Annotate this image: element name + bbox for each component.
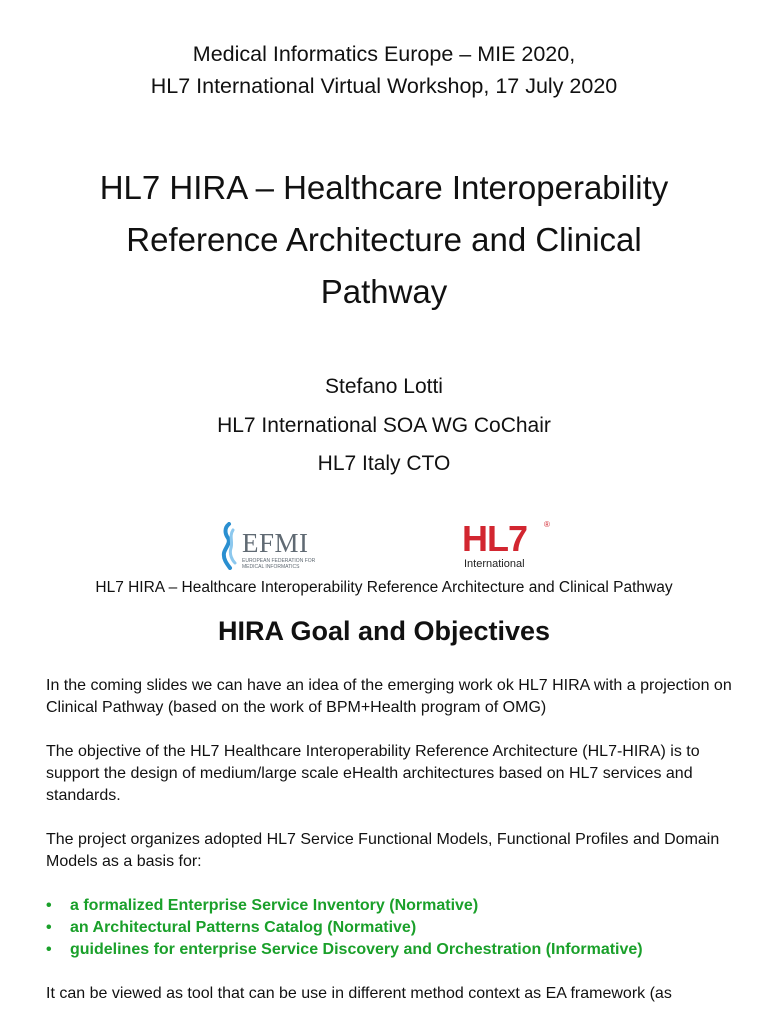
paragraph: The project organizes adopted HL7 Service Functional Models, Functional Profiles and Domain Models as a basis for: [46, 831, 720, 870]
title-line-2: Reference Architecture and Clinical [126, 221, 642, 258]
efmi-logo [216, 522, 326, 570]
list-item-text: a formalized Enterprise Service Inventory (Normative) [70, 897, 479, 914]
author-role-1: HL7 International SOA WG CoChair [217, 413, 551, 437]
bullet-icon: • [46, 941, 52, 958]
list-item [46, 917, 736, 939]
hl7-logo [458, 520, 558, 572]
list-item-text: guidelines for enterprise Service Discovery and Orchestration (Informative) [70, 941, 643, 958]
paragraph: It can be viewed as tool that can be use in different method context as EA framework (as [46, 985, 672, 1002]
bullet-icon: • [46, 897, 52, 914]
objectives-list [46, 895, 736, 961]
list-item [46, 895, 736, 917]
event-header [0, 38, 768, 102]
author-name: Stefano Lotti [325, 375, 443, 398]
section-title: HIRA Goal and Objectives [217, 616, 551, 646]
bullet-icon: • [46, 919, 52, 936]
efmi-wordmark: EFMI [242, 528, 309, 558]
efmi-subtitle: EUROPEAN FEDERATION FOR MEDICAL INFORMATICS [242, 558, 316, 570]
body-text [46, 675, 736, 1027]
document-title [0, 162, 768, 318]
event-line-2: HL7 International Virtual Workshop, 17 July 2020 [150, 74, 618, 98]
list-item-text: an Architectural Patterns Catalog (Normative) [70, 919, 417, 936]
hl7-registered-mark: ® [544, 520, 550, 529]
title-line-1: HL7 HIRA – Healthcare Interoperability [99, 169, 669, 206]
author-block [0, 368, 768, 484]
event-line-1: Medical Informatics Europe – MIE 2020, [192, 42, 576, 66]
hl7-subtitle: International [464, 558, 525, 570]
author-role-2: HL7 Italy CTO [317, 452, 451, 475]
page-caption: HL7 HIRA – Healthcare Interoperability Reference Architecture and Clinical Pathway [95, 579, 673, 596]
paragraph: In the coming slides we can have an idea of the emerging work ok HL7 HIRA with a projection on Clinical Pathway (based on the work of BPM+Health program of OMG) [46, 677, 732, 716]
title-line-3: Pathway [320, 273, 448, 310]
logos-row [0, 520, 768, 572]
efmi-figure-icon [216, 522, 240, 570]
list-item [46, 939, 736, 961]
paragraph: The objective of the HL7 Healthcare Interoperability Reference Architecture (HL7-HIRA) is to support the design of medium/large scale eHealth architectures based on HL7 services and standards. [46, 743, 700, 804]
hl7-wordmark: HL7 [462, 518, 528, 559]
